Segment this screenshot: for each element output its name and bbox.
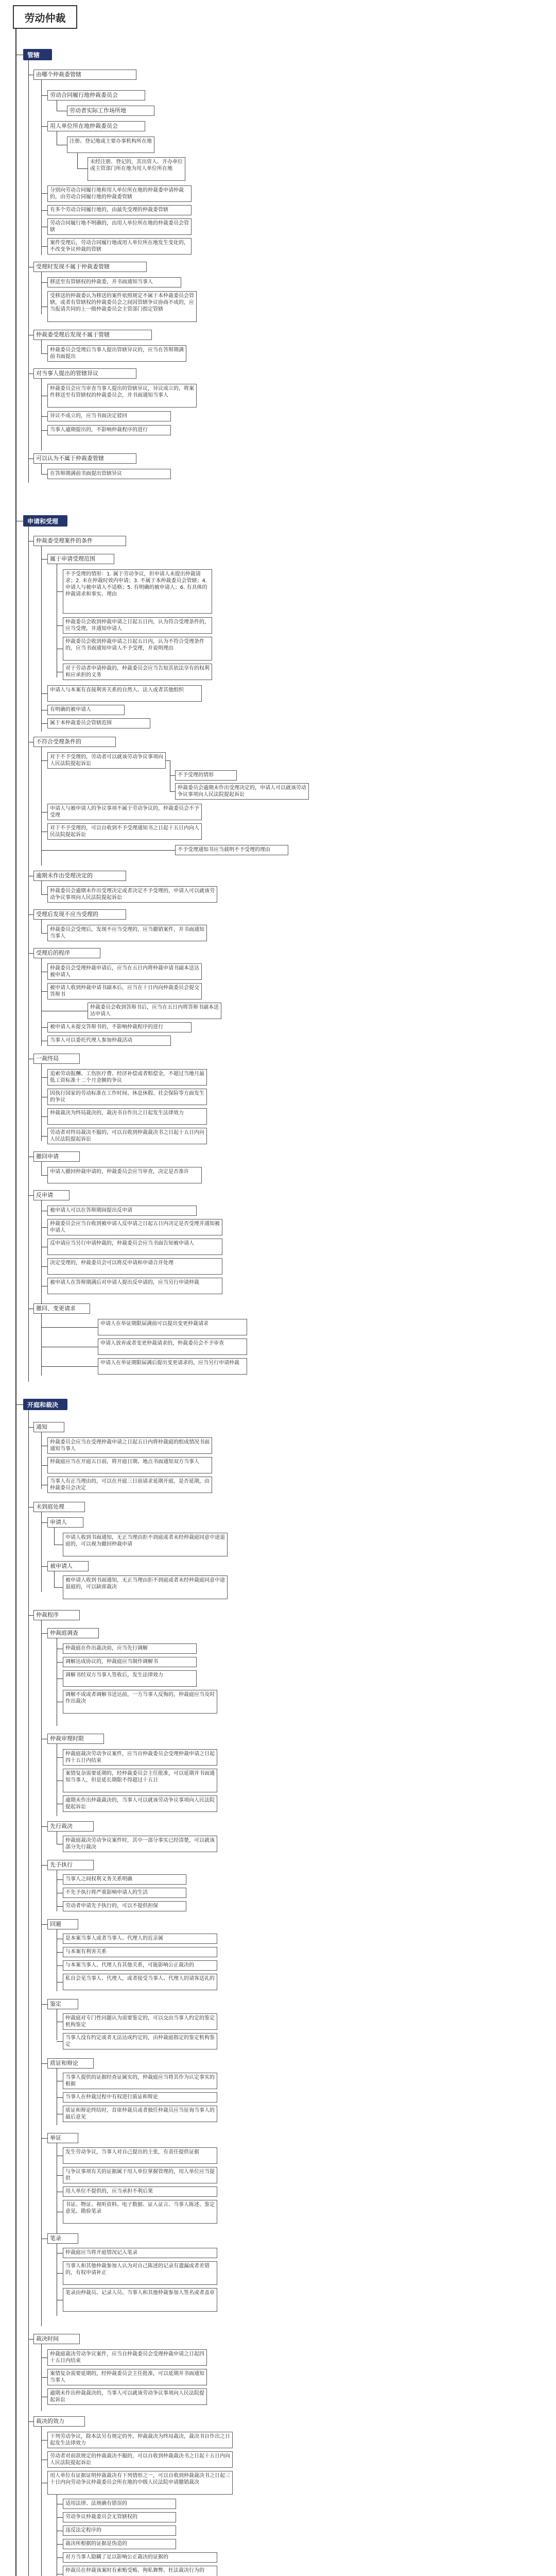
connector	[41, 760, 47, 761]
node[interactable]: 下列劳动争议，除本法另有规定的外，仲裁裁决为终局裁决，裁决书自作出之日起发生法律效力	[47, 2432, 233, 2448]
node[interactable]: 仲裁委受理后发现不属于管辖	[33, 330, 152, 340]
node[interactable]: 注册、登记地或主要办事机构所在地	[67, 137, 154, 153]
connector	[57, 1662, 63, 1663]
connector	[57, 2544, 63, 2545]
node[interactable]: 仲裁庭对专门性问题认为需要鉴定的，可以交由当事人约定的鉴定机构鉴定	[63, 2013, 217, 2030]
connector	[41, 1826, 47, 1827]
node[interactable]: 仲裁委受理案件的条件	[33, 536, 126, 546]
node[interactable]: 与争议事项有关的证据属于用人单位掌握管理的，用人单位应当提供	[63, 2167, 217, 2183]
connector	[41, 95, 47, 96]
node[interactable]: 因执行国家的劳动标准在工作时间、休息休假、社会保险等方面发生的争议	[47, 1089, 207, 1105]
node[interactable]: 不符合受理条件的	[33, 737, 116, 747]
node[interactable]: 仲裁裁决为终局裁决的，裁决书自作出之日起发生法律效力	[47, 1108, 207, 1125]
node[interactable]: 有多个劳动合同履行地的，由最先受理的仲裁委管辖	[47, 205, 192, 215]
node[interactable]: 反申请	[33, 1190, 70, 1200]
connector	[28, 527, 29, 1382]
connector	[41, 920, 42, 933]
section-application[interactable]: 申请和受理	[23, 515, 67, 527]
node[interactable]: 仲裁委员会受理仲裁申请后，应当在五日内将仲裁申请书副本送达被申请人	[47, 963, 202, 980]
node[interactable]: 申请人与本案有直接利害关系的自然人、法人或者其他组织	[47, 685, 202, 702]
connector	[28, 1195, 33, 1196]
node[interactable]: 举证	[47, 2133, 78, 2143]
node[interactable]: 调解书经双方当事人签收后，发生法律效力	[63, 1670, 197, 1687]
node[interactable]: 由哪个仲裁委管辖	[33, 70, 136, 80]
node[interactable]: 先行裁决	[47, 1821, 94, 1832]
connector	[170, 791, 175, 792]
connector	[41, 340, 42, 353]
node[interactable]: 被申请人	[47, 1561, 89, 1571]
node[interactable]: 劳动合同履行地不明确的，由用人单位所在地的仲裁委员会管辖	[47, 218, 192, 235]
connector	[57, 625, 63, 626]
connector	[41, 1266, 47, 1267]
node[interactable]: 适用法律、法规确有错误的	[63, 2499, 176, 2509]
connector	[57, 1965, 63, 1966]
connector	[41, 693, 47, 694]
node[interactable]: 劳动合同履行地仲裁委员会	[47, 90, 145, 100]
node[interactable]: 仲裁委员会受理后，发现不应当受理的，应当撤销案件，并书面通知当事人	[47, 925, 207, 941]
node[interactable]: 当事人提供的证据经查证属实的，仲裁庭应当将其作为认定事实的根据	[63, 2073, 217, 2089]
node[interactable]: 异议不成立的，应当书面决定驳回	[47, 411, 171, 421]
node[interactable]: 仲裁庭应当将开庭情况记入笔录	[63, 2248, 217, 2258]
node[interactable]: 违反法定程序的	[63, 2526, 176, 2536]
node[interactable]: 鉴定	[47, 1999, 78, 2009]
node[interactable]: 对于劳动者申请仲裁的，仲裁委员会应当告知其依法享有的权利和应承担的义务	[63, 664, 212, 680]
connector	[41, 1633, 47, 1634]
node[interactable]: 被申请人收到书面通知，无正当理由拒不到庭或者未经仲裁庭同意中途退庭的，可以缺席裁决	[63, 1575, 228, 1599]
connector	[41, 1366, 98, 1367]
node[interactable]: 申请人与被申请人的争议事项不属于劳动争议的，仲裁委员会不予受理	[47, 804, 202, 820]
connector	[41, 416, 47, 417]
node[interactable]: 与本案当事人、代理人有其他关系，可能影响公正裁决的	[63, 1960, 217, 1971]
node[interactable]: 不予受理的情形	[175, 770, 237, 781]
connector	[41, 464, 42, 474]
connector	[41, 1465, 47, 1466]
node[interactable]: 是本案当事人或者当事人、代理人的近亲属	[63, 1934, 217, 1944]
node[interactable]: 仲裁委员会应当在受理仲裁申请之日起五日内将仲裁庭的组成情况书面通知当事人	[47, 1437, 212, 1454]
connector	[41, 430, 47, 431]
node[interactable]: 仲裁委员会收到答辩书后，应当在五日内将答辩书副本送达申请人	[88, 1003, 221, 1019]
connector	[57, 2273, 63, 2274]
node[interactable]: 仲裁庭应当在开庭五日前，将开庭日期、地点书面通知双方当事人	[47, 1457, 212, 1473]
node[interactable]: 仲裁委员会收到仲裁申请之日起五日内，认为符合受理条件的，应当受理，并通知申请人	[63, 617, 212, 634]
node[interactable]: 劳动者实际工作场所地	[67, 106, 154, 116]
connector	[41, 1327, 98, 1328]
connector	[170, 775, 175, 776]
node[interactable]: 属于本仲裁委员会管辖范围	[47, 718, 150, 728]
connector	[54, 1528, 55, 1545]
connector	[41, 2004, 47, 2005]
connector	[28, 1427, 33, 1428]
connector	[41, 747, 42, 866]
node[interactable]: 仲裁委员会应当自收到被申请人反申请之日起五日内决定是否受理并通知被申请人	[47, 1219, 222, 1235]
node[interactable]: 裁决的效力	[33, 2416, 85, 2427]
connector	[41, 1512, 42, 1592]
node[interactable]: 在答辩期满前书面提出管辖异议	[47, 469, 171, 479]
connector	[41, 1566, 47, 1567]
node[interactable]: 书证、物证、视听资料、电子数据、证人证言、当事人陈述、鉴定意见、勘验笔录	[63, 2200, 217, 2224]
connector	[41, 193, 47, 194]
connector	[41, 2344, 42, 2411]
node[interactable]: 与本案有利害关系	[63, 1947, 217, 1957]
connector	[77, 168, 88, 169]
node[interactable]: 仲裁员在仲裁该案时有索贿受贿、徇私舞弊、枉法裁决行为的	[63, 2566, 217, 2576]
connector	[41, 2440, 47, 2441]
node[interactable]: 当事人之间权利义务关系明确	[63, 1874, 186, 1885]
connector	[41, 546, 42, 732]
node[interactable]: 有明确的被申请人	[47, 705, 125, 715]
node[interactable]: 追索劳动报酬、工伤医疗费、经济补偿或者赔偿金，不超过当地月最低工资标准十二个月金额的争议	[47, 1069, 207, 1086]
node[interactable]: 案件受理后，劳动合同履行地或用人单位所在地发生变化的，不改变争议仲裁的管辖	[47, 238, 192, 255]
node[interactable]: 裁决所根据的证据是伪造的	[63, 2539, 176, 2549]
node[interactable]: 通知	[33, 1422, 64, 1432]
connector	[41, 991, 47, 992]
connector	[41, 1077, 47, 1078]
node[interactable]: 质证和辩论	[47, 2058, 94, 2069]
node[interactable]: 对方当事人隐瞒了足以影响公正裁决的证据的	[63, 2552, 217, 2563]
node[interactable]: 对于不予受理的，劳动者可以就该劳动争议事项向人民法院提起诉讼	[47, 752, 166, 769]
connector	[57, 2557, 63, 2558]
connector	[41, 1522, 47, 1523]
connector	[57, 1952, 63, 1953]
node[interactable]: 仲裁委员会受理后当事人提出管辖异议的，应当在答辩期满前书面提出	[47, 345, 186, 362]
node[interactable]: 调解达成协议的，仲裁庭应当制作调解书	[63, 1657, 197, 1667]
connector	[54, 1587, 63, 1588]
node[interactable]: 先予执行	[47, 1860, 94, 1870]
connector	[41, 894, 47, 895]
node[interactable]: 受理时发现不属于仲裁委管辖	[33, 262, 147, 272]
node[interactable]: 被申请人可以在答辩期间提出反申请	[47, 1206, 197, 1216]
connector	[57, 2041, 63, 2042]
connector	[41, 1064, 42, 1141]
connector	[28, 914, 33, 915]
connector	[41, 1865, 47, 1866]
connector	[57, 2175, 63, 2176]
node[interactable]: 不予受理的情形：1. 属于劳动争议，但申请人未提出仲裁请求；2. 未在仲裁时效内申请；3. 不属于本仲裁委员会管辖；4. 申请人与被申请人不适格；5. 有明确的被申请人；6. 有具体的仲裁请求和事实、理由	[63, 569, 212, 614]
connector	[41, 1116, 47, 1117]
node[interactable]: 劳动者申请先予执行的，可以不提供担保	[63, 1901, 186, 1911]
connector	[57, 1757, 63, 1758]
node[interactable]: 私自会见当事人、代理人，或者接受当事人、代理人的请客送礼的	[63, 1974, 217, 1990]
node[interactable]: 当事人和其他仲裁参加人认为对自己陈述的记录有遗漏或者差错的，有权申请补正	[63, 2261, 217, 2285]
connector	[41, 850, 175, 851]
connector	[166, 760, 170, 761]
node[interactable]: 不予受理通知书应当载明不予受理的理由	[175, 845, 288, 855]
node[interactable]: 笔录	[47, 2233, 78, 2244]
connector	[41, 1136, 47, 1137]
connector	[41, 1432, 42, 1489]
node[interactable]: 调解不成或者调解书送达前，一方当事人反悔的，仲裁庭应当及时作出裁决	[63, 1690, 217, 1714]
node[interactable]: 撤回、变更请求	[33, 1303, 90, 1314]
node[interactable]: 受理后的程序	[33, 948, 100, 958]
node[interactable]: 申请人	[47, 1517, 83, 1528]
node[interactable]: 属于申请受理范围	[47, 554, 114, 564]
connector	[57, 2517, 63, 2518]
connector	[41, 1200, 42, 1311]
node[interactable]: 仲裁庭裁决劳动争议案件，应当自仲裁委员会受理仲裁申请之日起四十五日内结束	[47, 2349, 207, 2366]
node[interactable]: 裁决时间	[33, 2334, 80, 2344]
node[interactable]: 仲裁委员会逾期未作出受理决定的，申请人可以就该劳动争议事项向人民法院提起诉讼	[175, 783, 309, 800]
connector	[41, 723, 47, 724]
node[interactable]: 劳动者对前款规定的仲裁裁决不服的，可以自收到仲裁裁决书之日起十五日内向人民法院提起诉讼	[47, 2451, 233, 2468]
node[interactable]: 当事人没有约定或者无法达成约定的，由仲裁庭指定的鉴定机构鉴定	[63, 2033, 217, 2049]
connector	[41, 80, 42, 255]
connector	[28, 1410, 29, 2576]
node[interactable]: 仲裁庭裁决劳动争议案件，应当自仲裁委员会受理仲裁申请之日起四十五日内结束	[63, 1749, 217, 1766]
node[interactable]: 案情复杂需要延期的，经仲裁委员会主任批准，可以延期并书面通知当事人	[47, 2369, 207, 2385]
connector	[28, 1615, 33, 1616]
node[interactable]: 用人单位不提供的，应当承担不利后果	[63, 2187, 217, 2197]
connector	[16, 1404, 23, 1405]
connector	[41, 1924, 47, 1925]
node[interactable]: 反申请应当另行申请仲裁的，仲裁委员会应当书面告知被申请人	[47, 1239, 222, 1255]
node[interactable]: 被申请人未提交答辩书的，不影响仲裁程序的进行	[47, 1022, 192, 1032]
connector	[41, 1027, 47, 1028]
connector	[41, 282, 47, 283]
connector	[57, 591, 63, 592]
connector	[41, 210, 47, 211]
node[interactable]: 逾期未作出仲裁裁决的，当事人可以就该劳动争议事项向人民法院提起诉讼	[63, 1795, 217, 1812]
node[interactable]: 劳动争议仲裁委员会无管辖权的	[63, 2512, 176, 2522]
connector	[41, 246, 47, 247]
connector	[41, 1162, 42, 1175]
connector	[54, 1571, 55, 1587]
node[interactable]: 移送至有管辖权的仲裁委，并书面通知当事人	[47, 277, 181, 287]
node[interactable]: 仲裁委员会应当审查当事人提出的管辖异议，异议成立的，将案件移送至有管辖权的仲裁委员会，并书面通知当事人	[47, 384, 197, 408]
node[interactable]: 案情复杂需要延期的，经仲裁委员会主任批准，可以延期并书面通知当事人，但是延长期限不得超过十五日	[63, 1769, 217, 1792]
connector	[41, 2063, 47, 2064]
connector	[57, 1879, 63, 1880]
node[interactable]: 仲裁委员会收到仲裁申请之日起五日内，认为不符合受理条件的，应当书面通知申请人不予受理，并说明理由	[63, 637, 212, 660]
connector	[41, 2427, 42, 2576]
node[interactable]: 仲裁审理时限	[47, 1734, 104, 1744]
connector	[41, 1227, 47, 1228]
node[interactable]: 当事人逾期提出的，不影响仲裁程序的进行	[47, 425, 171, 435]
connector	[41, 1175, 47, 1176]
node[interactable]: 用人单位所在地仲裁委员会	[47, 121, 145, 131]
connector	[41, 379, 42, 451]
page-title: 劳动仲裁	[13, 5, 77, 29]
connector	[41, 1620, 42, 2326]
section-jurisdiction[interactable]: 管辖	[23, 49, 52, 60]
node[interactable]: 未经注册、登记的，其出资人、开办单位或主管部门所在地为用人单位所在地	[88, 157, 185, 181]
node[interactable]: 当事人有正当理由的，可以在开庭三日前请求延期开庭，是否延期，由仲裁委员会决定	[47, 1477, 212, 1493]
node[interactable]: 被申请人收到仲裁申请书副本后，应当在十日内向仲裁委员会提交答辩书	[47, 983, 202, 999]
node[interactable]: 申请人收到书面通知，无正当理由拒不到庭或者未经仲裁庭同意中途退庭的，可以视为撤回仲裁申请	[63, 1533, 228, 1556]
connector	[41, 559, 47, 560]
node[interactable]: 不先予执行将严重影响申请人的生活	[63, 1888, 186, 1898]
node[interactable]: 仲裁程序	[33, 1610, 80, 1620]
node[interactable]: 受理后发现不应当受理的	[33, 909, 126, 920]
connector	[28, 60, 29, 483]
connector	[41, 353, 47, 354]
connector	[41, 126, 47, 127]
node[interactable]: 申请人撤回仲裁申请的，仲裁委员会应当审查，决定是否准许	[47, 1167, 202, 1183]
node[interactable]: 撤回申请	[33, 1151, 80, 1162]
node[interactable]: 一裁终局	[33, 1054, 80, 1064]
connector	[41, 881, 42, 894]
connector	[28, 2339, 33, 2340]
main-spine	[15, 29, 16, 2576]
node[interactable]: 对于不予受理的，可以自收到不予受理通知书之日起十五日内向人民法院提起诉讼	[47, 823, 202, 840]
section-hearing[interactable]: 开庭和裁决	[23, 1399, 67, 1410]
connector	[41, 272, 42, 314]
node[interactable]: 仲裁庭在作出裁决前，应当先行调解	[63, 1643, 197, 1654]
node[interactable]: 对当事人提出的管辖异议	[33, 368, 136, 379]
node[interactable]: 申请人在举证期限届满后提出变更请求的，应当另行申请仲裁	[98, 1358, 247, 1375]
node[interactable]: 仲裁庭调查	[47, 1628, 99, 1638]
node[interactable]: 发生劳动争议，当事人对自己提出的主张，有责任提供证据	[63, 2147, 217, 2164]
node[interactable]: 当事人在仲裁过程中有权进行质证和辩论	[63, 2092, 217, 2103]
node[interactable]: 劳动者对终局裁决不服的，可以自收到仲裁裁决书之日起十五日内向人民法院提起诉讼	[47, 1128, 207, 1144]
connector	[41, 933, 47, 934]
node[interactable]: 申请人在举证期限届满前可以提出变更仲裁请求	[98, 1319, 247, 1335]
node[interactable]: 申请人放弃或者变更仲裁请求的，仲裁委员会不予审查	[98, 1338, 247, 1355]
connector	[28, 953, 33, 954]
node[interactable]: 逾期未作出受理决定的	[33, 871, 126, 881]
node[interactable]: 回避	[47, 1919, 78, 1929]
connector	[77, 153, 78, 168]
node[interactable]: 仲裁庭裁决劳动争议案件时，其中一部分事实已经清楚，可以就该部分先行裁决	[63, 1836, 217, 1852]
node[interactable]: 逾期未作出仲裁裁决的，当事人可以就该劳动争议事项向人民法院提起诉讼	[47, 2388, 207, 2405]
connector	[57, 1906, 63, 1907]
node[interactable]: 可以认为不属于仲裁委管辖	[33, 453, 136, 464]
connector	[28, 2421, 33, 2422]
node[interactable]: 决定受理的，仲裁委员会可以将反申请和申请合并处理	[47, 1258, 222, 1275]
node[interactable]: 质证和辩论终结时，首席仲裁员或者独任仲裁员应当征询当事人的最后意见	[63, 2106, 217, 2122]
connector	[57, 2097, 63, 2098]
connector	[41, 2138, 47, 2139]
node[interactable]: 分别向劳动合同履行地和用人单位所在地的仲裁委申请仲裁的，由劳动合同履行地的仲裁委管辖	[47, 185, 192, 202]
node[interactable]: 笔录由仲裁员、记录人员、当事人和其他仲裁参加人签名或者盖章	[63, 2288, 217, 2312]
node[interactable]: 受移送的仲裁委认为移送的案件依照规定不属于本仲裁委员会管辖，或者有管辖权的仲裁委员会之间因管辖争议协商不成的，应当报请共同的上一级仲裁委员会主管部门指定管辖	[47, 291, 197, 322]
node[interactable]: 仲裁委员会逾期未作出受理决定或者决定不予受理的，申请人可以就该劳动争议事项向人民法院提起诉讼	[47, 886, 217, 903]
connector	[41, 2377, 47, 2378]
node[interactable]: 用人单位有证据证明仲裁裁决有下列情形之一，可以自收到仲裁裁决书之日起三十日内向劳动争议仲裁委员会所在地的中级人民法院申请撤销裁决	[47, 2471, 233, 2495]
node[interactable]: 被申请人在答辩期满后对申请人提出反申请的，应当另行申请仲裁	[47, 1278, 222, 1294]
node[interactable]: 未到庭处理	[33, 1502, 85, 1512]
node[interactable]: 当事人可以委托代理人参加仲裁活动	[47, 1036, 171, 1046]
